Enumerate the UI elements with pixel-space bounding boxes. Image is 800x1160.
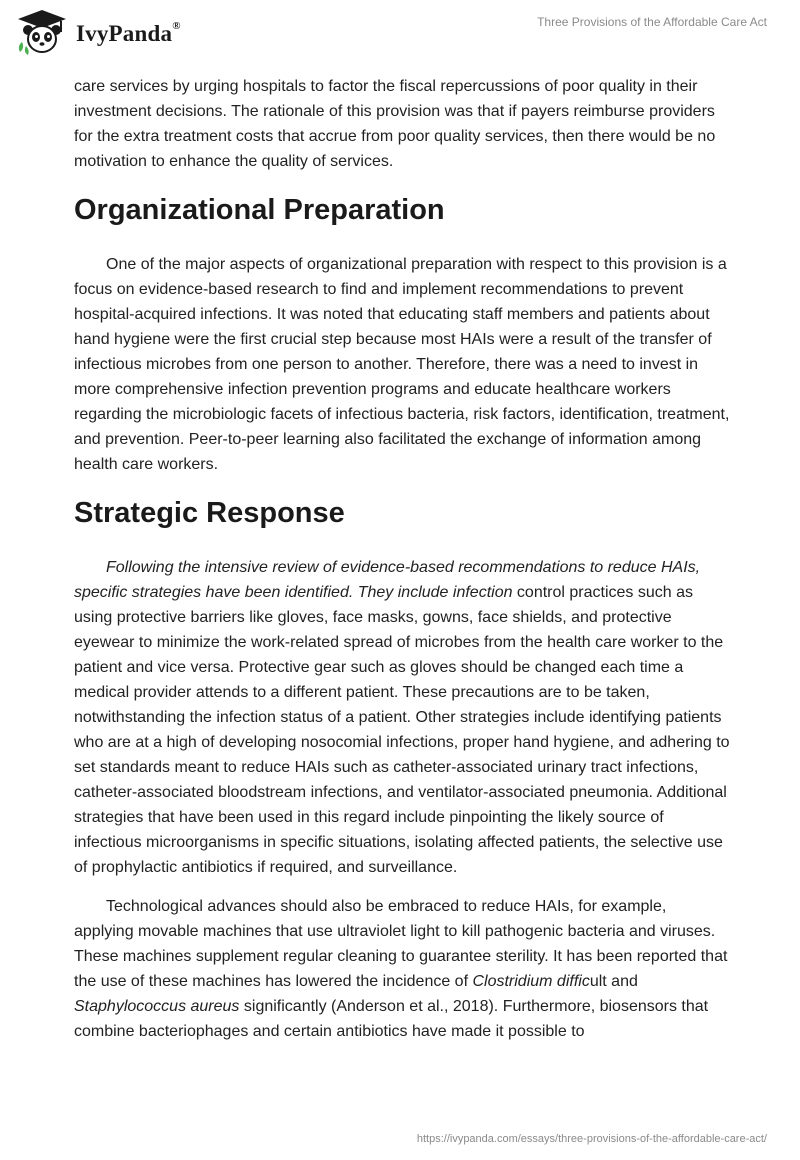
text-span: significantly (Anderson et al., 2018). Furthermore, biosensors that combine bacteriophages and certain antibiotics have made it possible to <box>74 998 709 1040</box>
organizational-preparation-paragraph: One of the major aspects of organizational preparation with respect to this provision is a focus on evidence-based research to find and implement recommendations to prevent hospital-acquired infections. It was noted that educating staff members and patients about hand hygiene were the first crucial step because most HAIs were a result of the transfer of infectious microbes from one person to another. Therefore, there was a need to invest in more comprehensive infection prevention programs and educate healthcare workers regarding the microbiologic facets of infectious bacteria, risk factors, identification, treatment, and prevention. Peer-to-peer learning also facilitated the exchange of information among health care workers. <box>74 256 730 473</box>
strategic-response-paragraph-1 <box>74 555 730 880</box>
italic-species-name: Staphylococcus aureus <box>74 998 240 1015</box>
section-heading-organizational-preparation: Organizational Preparation <box>74 194 445 226</box>
text-span: ult and <box>589 973 638 990</box>
italic-species-name: Clostridium diffic <box>472 973 590 990</box>
intro-paragraph: care services by urging hospitals to factor the fiscal repercussions of poor quality in their investment decisions. The rationale of this provision was that if payers reimburse providers for the extra treatment costs that accrue from poor quality services, then there would be no motivation to enhance the quality of services. <box>74 78 716 170</box>
document-title: Three Provisions of the Affordable Care Act <box>537 15 767 29</box>
source-url[interactable]: https://ivypanda.com/essays/three-provisions-of-the-affordable-care-act/ <box>416 1133 767 1145</box>
brand-name: IvyPanda® <box>76 20 181 46</box>
italic-span: Following the intensive review of evidence-based recommendations to reduce HAIs, specific strategies have been identified. They include infection <box>74 559 701 601</box>
brand-logo[interactable] <box>14 8 181 56</box>
panda-graduate-logo-icon <box>14 8 70 56</box>
page-header <box>0 0 800 70</box>
strategic-response-paragraph-2 <box>74 894 730 1044</box>
text-span: control practices such as using protective barriers like gloves, face masks, gowns, face shields, and protective eyewear to minimize the work-related spread of microbes from the health care worker to the patient and vice versa. Protective gear such as gloves should be changed each time a medical provider attends to a different patient. These precautions are to be taken, notwithstanding the infection status of a patient. Other strategies include identifying patients who are at a high of developing nosocomial infections, proper hand hygiene, and adhering to set standards meant to reduce HAIs such as catheter-associated urinary tract infections, catheter-associated bloodstream infections, and ventilator-associated pneumonia. Additional strategies that have been used in this regard include pinpointing the likely source of infectious microorganisms in specific situations, isolating affected patients, the selective use of prophylactic antibiotics if required, and surveillance. <box>74 584 730 876</box>
essay-body <box>74 74 730 1058</box>
text-span: Technological advances should also be embraced to reduce HAIs, for example, applying movable machines that use ultraviolet light to kill pathogenic bacteria and viruses. These machines supplement regular cleaning to guarantee sterility. It has been reported that the use of these machines has lowered the incidence of <box>74 898 728 990</box>
section-heading-strategic-response: Strategic Response <box>74 497 345 529</box>
